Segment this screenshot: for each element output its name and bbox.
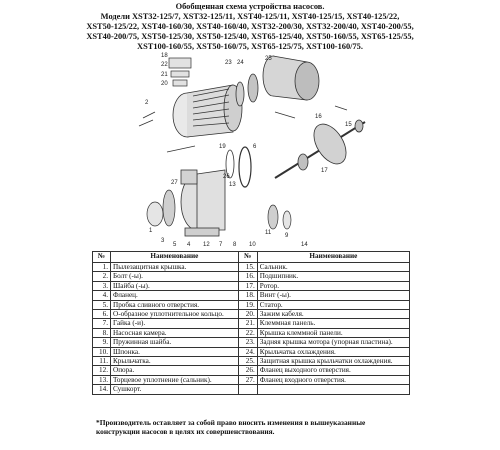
table-row bbox=[93, 300, 410, 309]
table-row bbox=[93, 263, 410, 272]
table-header-row bbox=[93, 252, 410, 263]
callout-17: 17 bbox=[321, 168, 328, 174]
callout-5: 5 bbox=[173, 242, 177, 248]
row-num: 7. bbox=[93, 319, 111, 328]
row-num: 18. bbox=[238, 291, 257, 300]
callout-19: 19 bbox=[219, 144, 226, 150]
callout-26: 26 bbox=[223, 174, 230, 180]
callout-9: 9 bbox=[285, 233, 289, 239]
row-num: 27. bbox=[238, 375, 257, 384]
row-num: 8. bbox=[93, 328, 111, 337]
table-row bbox=[93, 310, 410, 319]
row-name: Сальник. bbox=[257, 263, 409, 272]
row-name: Винт (-ы). bbox=[257, 291, 409, 300]
row-num: 9. bbox=[93, 338, 111, 347]
callout-16: 16 bbox=[315, 114, 322, 120]
manufacturer-note: *Производитель оставляет за собой право вносить изменения в вышеуказанные конструкции насосов в целях их совершенствования. bbox=[96, 418, 366, 436]
row-num: 2. bbox=[93, 272, 111, 281]
callout-12: 12 bbox=[203, 242, 210, 248]
row-num: 25. bbox=[238, 357, 257, 366]
row-name: Торцевое уплотнение (сальник). bbox=[111, 375, 239, 384]
row-num: 17. bbox=[238, 281, 257, 290]
col-header-num-right: № bbox=[238, 252, 257, 263]
models-line-2: XST50-125/22, XST40-160/30, XST40-160/40, XST32-200/30, XST32-200/40, XST40-200/55, bbox=[86, 22, 414, 31]
row-name bbox=[257, 385, 409, 394]
row-num: 1. bbox=[93, 263, 111, 272]
row-name: Насосная камера. bbox=[111, 328, 239, 337]
row-num: 14. bbox=[93, 385, 111, 394]
row-name: Крыльчатка охлаждения. bbox=[257, 347, 409, 356]
row-name: Крыльчатка. bbox=[111, 357, 239, 366]
row-num: 22. bbox=[238, 328, 257, 337]
row-name: Опора. bbox=[111, 366, 239, 375]
row-num: 20. bbox=[238, 310, 257, 319]
parts-table bbox=[92, 251, 410, 395]
table-row bbox=[93, 375, 410, 384]
table-row bbox=[93, 319, 410, 328]
row-num: 13. bbox=[93, 375, 111, 384]
callout-14: 14 bbox=[301, 242, 308, 248]
row-name: Защитная крышка крыльчатки охлаждения. bbox=[257, 357, 409, 366]
pump-chamber bbox=[181, 170, 225, 236]
table-row bbox=[93, 291, 410, 300]
row-num: 23. bbox=[238, 338, 257, 347]
row-name: Шайба (-ы). bbox=[111, 281, 239, 290]
callout-25: 25 bbox=[265, 56, 272, 62]
row-num: 11. bbox=[93, 357, 111, 366]
col-header-name-left: Наименование bbox=[111, 252, 239, 263]
row-num: 19. bbox=[238, 300, 257, 309]
callout-11: 11 bbox=[265, 230, 272, 236]
col-header-name-right: Наименование bbox=[257, 252, 409, 263]
row-num: 24. bbox=[238, 347, 257, 356]
table-row bbox=[93, 338, 410, 347]
col-header-num-left: № bbox=[93, 252, 111, 263]
models-line-4: XST100-160/55, XST50-160/75, XST65-125/75, XST100-160/75. bbox=[137, 42, 363, 51]
row-name: Пробка сливного отверстия. bbox=[111, 300, 239, 309]
row-name: Клеммная панель. bbox=[257, 319, 409, 328]
table-row bbox=[93, 328, 410, 337]
callout-3: 3 bbox=[161, 238, 165, 244]
row-name: Ротор. bbox=[257, 281, 409, 290]
row-name: О-образное уплотнительное кольцо. bbox=[111, 310, 239, 319]
row-name: Статор. bbox=[257, 300, 409, 309]
table-row bbox=[93, 357, 410, 366]
row-num: 4. bbox=[93, 291, 111, 300]
row-name: Гайка (-и). bbox=[111, 319, 239, 328]
callout-18: 18 bbox=[161, 53, 168, 59]
terminal-box bbox=[169, 58, 191, 86]
row-name: Шпонка. bbox=[111, 347, 239, 356]
callout-22: 22 bbox=[161, 62, 168, 68]
motor-housing bbox=[173, 85, 242, 137]
callout-24: 24 bbox=[237, 60, 244, 66]
table-row bbox=[93, 272, 410, 281]
callout-23: 23 bbox=[225, 60, 232, 66]
row-num: 10. bbox=[93, 347, 111, 356]
callout-1: 1 bbox=[149, 228, 153, 234]
table-row bbox=[93, 281, 410, 290]
fan-cover bbox=[236, 56, 319, 106]
callout-10: 10 bbox=[249, 242, 256, 248]
row-num: 12. bbox=[93, 366, 111, 375]
table-row bbox=[93, 347, 410, 356]
doc-title: Обобщенная схема устройства насосов. bbox=[175, 2, 325, 11]
row-name: Задняя крышка мотора (упорная пластина). bbox=[257, 338, 409, 347]
models-line-1: Модели XST32-125/7, XST32-125/11, XST40-125/11, XST40-125/15, XST40-125/22, bbox=[100, 12, 400, 21]
models-line-3: XST40-200/75, XST50-125/30, XST50-125/40, XST65-125/40, XST50-160/55, XST65-125/55, bbox=[86, 32, 414, 41]
callout-7: 7 bbox=[219, 242, 223, 248]
callout-8: 8 bbox=[233, 242, 237, 248]
row-name: Пружинная шайба. bbox=[111, 338, 239, 347]
table-row bbox=[93, 385, 410, 394]
callout-21: 21 bbox=[161, 72, 168, 78]
row-num bbox=[238, 385, 257, 394]
callout-13: 13 bbox=[229, 182, 236, 188]
callout-6: 6 bbox=[253, 144, 257, 150]
row-name: Зажим кабеля. bbox=[257, 310, 409, 319]
row-name: Сушкорт. bbox=[111, 385, 239, 394]
callout-27: 27 bbox=[171, 180, 178, 186]
callout-4: 4 bbox=[187, 242, 191, 248]
row-num: 6. bbox=[93, 310, 111, 319]
row-name: Фланец выходного отверстия. bbox=[257, 366, 409, 375]
row-num: 16. bbox=[238, 272, 257, 281]
row-num: 15. bbox=[238, 263, 257, 272]
pump-exploded-diagram bbox=[125, 52, 385, 250]
callout-15: 15 bbox=[345, 122, 352, 128]
row-name: Болт (-ы). bbox=[111, 272, 239, 281]
callout-20: 20 bbox=[161, 81, 168, 87]
row-name: Крышка клеммной панели. bbox=[257, 328, 409, 337]
row-name: Пылезащитная крышка. bbox=[111, 263, 239, 272]
row-num: 3. bbox=[93, 281, 111, 290]
row-num: 26. bbox=[238, 366, 257, 375]
row-name: Подшипник. bbox=[257, 272, 409, 281]
row-num: 5. bbox=[93, 300, 111, 309]
row-name: Фланец входного отверстия. bbox=[257, 375, 409, 384]
o-ring bbox=[226, 147, 251, 187]
callout-2: 2 bbox=[145, 100, 149, 106]
row-name: Фланец. bbox=[111, 291, 239, 300]
table-row bbox=[93, 366, 410, 375]
row-num: 21. bbox=[238, 319, 257, 328]
